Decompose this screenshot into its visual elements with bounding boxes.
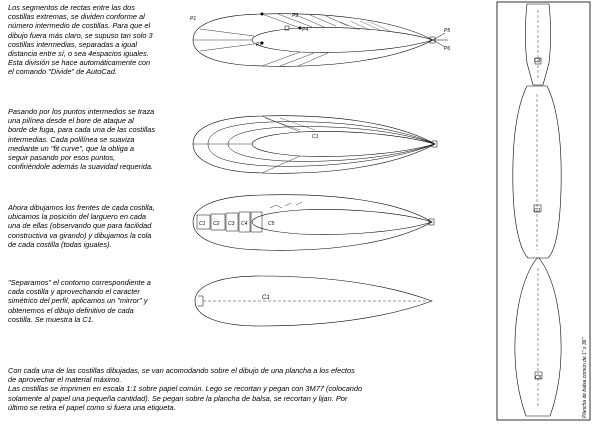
rib-c5 [515, 258, 561, 416]
label-p3: P3 [292, 13, 299, 19]
label-p1: P1 [190, 16, 197, 22]
figure-polylines [193, 116, 437, 174]
label-c1: C1 [199, 221, 206, 227]
label-c2: C2 [213, 221, 220, 227]
balsa-sheet [497, 2, 590, 420]
chord-hatching [265, 118, 315, 130]
sheet-label-c1: C1 [534, 208, 541, 214]
paragraph-printing: Con cada una de las costillas dibujadas, se van acomodando sobre el dibujo de una plancha a los efectos de aprovechar el material máximo. Las costillas se imprimen en escala 1:1 sobre papel común. Lego se recortan y pegan con 3M77 (colocando solamente al papel una pequeña cantidad). Se pegan sobre la plancha de balsa, se recortan y lijan. Por último se retira el papel como si fuera una etiqueta. [8, 366, 363, 412]
label-c1: C1 [262, 295, 270, 301]
figure-mirror [195, 276, 432, 326]
paragraph-polyline: Pasando por los puntos intermedios se traza una pilínea desde el bore de ataque al borde de fuga, para cada una de las costillas intermedias. Cada polilínea se suaviza mediante un "fit curve", que la obliga a seguir pasando por esos puntos, confiriéndole además la suavidad requerida. [8, 107, 156, 172]
figure-spar [193, 195, 434, 251]
spar-notches [270, 202, 302, 208]
label-c1: C1 [312, 134, 319, 140]
spar-notch [198, 296, 203, 306]
label-p4: P4 [302, 27, 309, 33]
sheet-note: Plancha de balsa común de 1" x 36" [582, 337, 588, 418]
outer-rib-outline [193, 116, 435, 174]
division-lines [193, 14, 348, 66]
sheet-border [497, 2, 590, 420]
label-c4: C4 [241, 221, 248, 227]
paragraph-divide: Los segmentos de rectas entre las dos costillas extremas, se dividen conforme al número intermedio de costillas. Para que el dibujo fuera más claro, se supuso tan solo 3 costillas intermedias, separadas a igual distancia entre sí, o sea 4espacios iguales. Esta división se hace automáticamente con el comando "Divide" de AutoCad. [8, 3, 153, 77]
paragraph-mirror: "Separamos" el contorno correspondiente a cada costilla y aprovechando el caracter simétrico del perfil, aplicamos un "mirror" y obtenemos el dibujo definitivo de cada costilla. Se muestra la C1. [8, 278, 151, 324]
inner-rib-outline [252, 28, 433, 53]
inner-rib-outline [252, 210, 432, 235]
sheet-label-c5: C5 [535, 375, 542, 381]
sheet-label-c3: C3 [534, 58, 541, 64]
paragraph-spar: Ahora dibujamos los frentes de cada costilla, ubicamos la posición del larguero en cada una de ellas (observando que para facilidad constructiva va girando) y dibujamos la cola de cada costilla (todas iguales). [8, 203, 155, 249]
label-p6: P6 [444, 46, 451, 52]
label-p5: P5 [444, 28, 451, 34]
label-c5: C5 [268, 221, 275, 227]
label-p2: P2 [256, 42, 263, 48]
label-c3: C3 [228, 221, 235, 227]
figure-divide [190, 13, 450, 66]
chord-hatching [340, 21, 390, 31]
